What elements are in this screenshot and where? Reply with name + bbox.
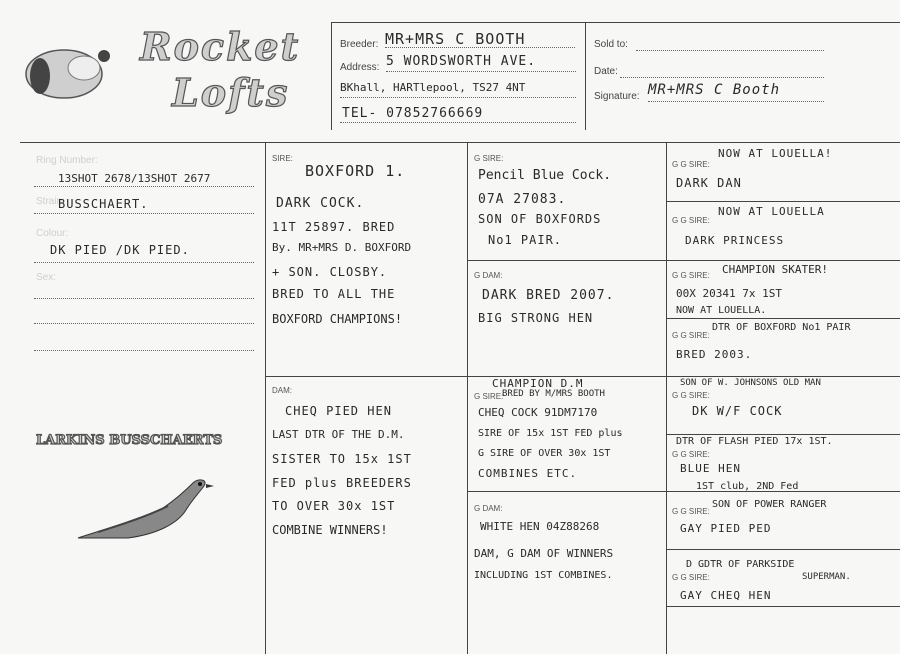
signature-label: Signature:: [594, 91, 640, 102]
ggsire-8-line-2: SUPERMAN.: [802, 572, 851, 582]
logo-line1: Rocket: [140, 24, 301, 69]
gsire2-line-2: BRED BY M/MRS BOOTH: [502, 389, 605, 399]
ggsire-4-line-2: BRED 2003.: [676, 348, 753, 361]
date-label: Date:: [594, 66, 618, 77]
gsire2-line-4: SIRE OF 15x 1ST FED plus: [478, 428, 623, 439]
gdam2-line-3: INCLUDING 1ST COMBINES.: [474, 570, 613, 581]
dam-line-4: FED plus BREEDERS: [272, 476, 412, 490]
gdam1-label: G DAM:: [474, 271, 503, 280]
ggsire-2-line-1: NOW AT LOUELLA: [718, 205, 825, 218]
ring-number-value: 13SHOT 2678/13SHOT 2677: [58, 172, 211, 185]
colour-value: DK PIED /DK PIED.: [50, 243, 190, 257]
ggsire-3-line-2: 00X 20341 7x 1ST: [676, 287, 782, 300]
rocket-pigeon-logo-icon: [22, 34, 112, 109]
signature-value: MR+MRS C Booth: [648, 82, 781, 98]
ggsire-6-line-1: DTR OF FLASH PIED 17x 1ST.: [676, 436, 833, 447]
ggsire-1-label: G G SIRE:: [672, 160, 710, 169]
gsire2-line-6: COMBINES ETC.: [478, 467, 578, 480]
address-label: Address:: [340, 62, 380, 73]
ggsire-7-line-2: GAY PIED PED: [680, 522, 772, 535]
logo-line2: Lofts: [172, 70, 290, 115]
gsire1-line-1: Pencil Blue Cock.: [478, 168, 612, 183]
ggsire-3-line-1: CHAMPION SKATER!: [722, 263, 828, 276]
ggsire-1-line-2: DARK DAN: [676, 176, 742, 190]
dam-line-5: TO OVER 30x 1ST: [272, 499, 396, 513]
strain-value: BUSSCHAERT.: [58, 197, 149, 211]
ggsire-7-label: G G SIRE:: [672, 507, 710, 516]
gsire1-line-2: 07A 27083.: [478, 192, 567, 207]
colour-label: Colour:: [36, 228, 69, 239]
gsire1-label: G SIRE:: [474, 154, 504, 163]
gsire2-line-1: CHAMPION D.M: [492, 377, 584, 390]
address-line1: 5 WORDSWORTH AVE.: [386, 54, 537, 69]
gdam2-label: G DAM:: [474, 504, 503, 513]
strain-label: Strain:: [36, 196, 65, 207]
sire-label: SIRE:: [272, 154, 293, 163]
ggsire-6-line-3: 1ST club, 2ND Fed: [696, 481, 799, 492]
ggsire-2-line-2: DARK PRINCESS: [685, 234, 785, 247]
breeder-value: MR+MRS C BOOTH: [385, 30, 526, 48]
gdam2-line-1: WHITE HEN 04Z88268: [480, 520, 600, 533]
ggsire-5-label: G G SIRE:: [672, 391, 710, 400]
gsire2-label: G SIRE:: [474, 392, 504, 401]
dam-line-6: COMBINE WINNERS!: [272, 523, 388, 537]
sire-line-6: BRED TO ALL THE: [272, 287, 396, 301]
gdam1-line-2: BIG STRONG HEN: [478, 311, 594, 325]
busschaerts-subtitle: LARKINS BUSSCHAERTS: [36, 433, 223, 448]
sex-label: Sex:: [36, 272, 57, 283]
dam-line-2: LAST DTR OF THE D.M.: [272, 428, 405, 441]
address-line2: BKhall, HARTlepool, TS27 4NT: [340, 81, 526, 94]
ggsire-5-line-2: DK W/F COCK: [692, 404, 783, 418]
gdam2-line-2: DAM, G DAM OF WINNERS: [474, 547, 614, 560]
ggsire-4-label: G G SIRE:: [672, 331, 710, 340]
sold-to-field: [636, 50, 824, 51]
dam-line-1: CHEQ PIED HEN: [285, 404, 392, 418]
dam-line-3: SISTER TO 15x 1ST: [272, 452, 412, 466]
logo: [22, 24, 327, 124]
ggsire-6-line-2: BLUE HEN: [680, 462, 741, 475]
sire-line-3: 11T 25897. BRED: [272, 220, 396, 234]
gsire1-line-4: No1 PAIR.: [488, 233, 563, 247]
ggsire-8-label: G G SIRE:: [672, 573, 710, 582]
sire-line-7: BOXFORD CHAMPIONS!: [272, 312, 403, 326]
sire-line-2: DARK COCK.: [276, 196, 365, 211]
ggsire-4-line-1: DTR OF BOXFORD No1 PAIR: [712, 322, 851, 333]
ggsire-3-line-3: NOW AT LOUELLA.: [676, 305, 767, 316]
ring-number-label: Ring Number:: [36, 155, 98, 166]
ggsire-2-label: G G SIRE:: [672, 216, 710, 225]
ggsire-6-label: G G SIRE:: [672, 450, 710, 459]
ggsire-3-label: G G SIRE:: [672, 271, 710, 280]
gsire1-line-3: SON OF BOXFORDS: [478, 212, 602, 226]
gdam1-line-1: DARK BRED 2007.: [482, 288, 615, 303]
gsire2-line-3: CHEQ COCK 91DM7170: [478, 406, 598, 419]
breeder-label: Breeder:: [340, 39, 379, 50]
sire-line-1: BOXFORD 1.: [305, 162, 406, 180]
sire-line-4: By. MR+MRS D. BOXFORD: [272, 241, 412, 254]
sire-line-5: + SON. CLOSBY.: [272, 265, 388, 279]
ggsire-8-line-3: GAY CHEQ HEN: [680, 589, 772, 602]
ggsire-5-line-1: SON OF W. JOHNSONS OLD MAN: [680, 378, 821, 388]
date-field: [620, 77, 824, 78]
dam-label: DAM:: [272, 386, 292, 395]
sold-to-label: Sold to:: [594, 39, 628, 50]
ggsire-7-line-1: SON OF POWER RANGER: [712, 499, 827, 510]
pigeon-image-icon: [68, 468, 218, 548]
ggsire-8-line-1: D GDTR OF PARKSIDE: [686, 559, 795, 570]
telephone: TEL- 07852766669: [342, 106, 484, 121]
ggsire-1-line-1: NOW AT LOUELLA!: [718, 147, 833, 160]
gsire2-line-5: G SIRE OF OVER 30x 1ST: [478, 448, 611, 459]
